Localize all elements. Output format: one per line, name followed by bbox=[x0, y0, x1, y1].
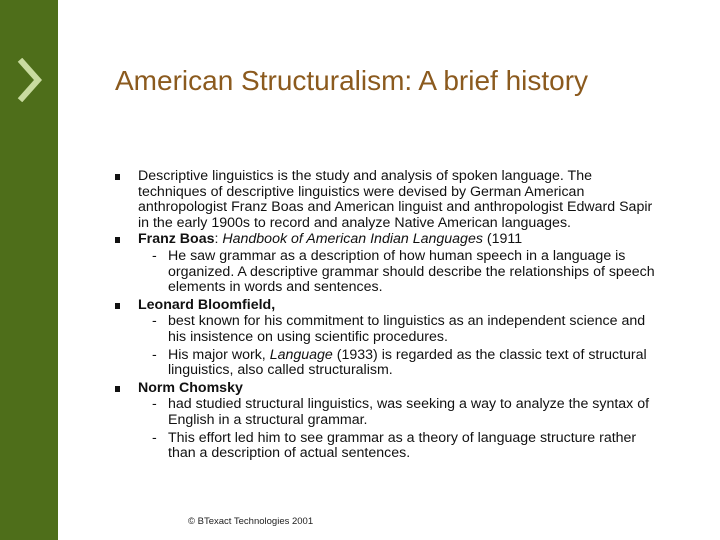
work-title: Language bbox=[269, 346, 333, 363]
slide-title: American Structuralism: A brief history bbox=[115, 65, 589, 96]
work-year: (1911 bbox=[482, 231, 523, 248]
bullet-leonard-bloomfield bbox=[112, 298, 657, 379]
bullet-text: Descriptive linguistics is the study and analysis of spoken language. The techniques of descriptive linguistics were devised by German American anthropologist Franz Boas and American linguist and anthropologist Edward Sapir in the early 1900s to record and analyze Native American languages. bbox=[138, 168, 653, 231]
sub-item: - best known for his commitment to linguistics as an independent science and his insistence on using scientific procedures. bbox=[138, 314, 657, 345]
sub-list bbox=[138, 249, 657, 296]
separator: : bbox=[214, 231, 223, 248]
bullet-franz-boas bbox=[112, 232, 657, 295]
person-name: Leonard Bloomfield, bbox=[138, 296, 276, 313]
work-title: Handbook of American Indian Languages bbox=[222, 231, 483, 248]
sub-text: (1933) is regarded as the classic text of structural linguistics, also called structuralism. bbox=[168, 346, 647, 379]
sub-item: - He saw grammar as a description of how human speech in a language is organized. A descriptive grammar should describe the relationships of speech elements in words and sentences. bbox=[138, 249, 657, 296]
sub-list bbox=[138, 314, 657, 378]
sub-text: His major work, bbox=[168, 346, 270, 363]
side-accent-bar bbox=[0, 0, 58, 540]
sub-item: - This effort led him to see grammar as a theory of language structure rather than a description of actual sentences. bbox=[138, 431, 657, 462]
chevron-right-icon bbox=[14, 58, 44, 102]
bullet-list bbox=[112, 169, 657, 462]
sub-item: - had studied structural linguistics, was seeking a way to analyze the syntax of English in a structural grammar. bbox=[138, 397, 657, 428]
sub-list bbox=[138, 397, 657, 461]
person-name: Norm Chomsky bbox=[138, 379, 243, 396]
sub-item bbox=[138, 348, 657, 379]
copyright-footer: © BTexact Technologies 2001 bbox=[188, 516, 314, 527]
slide-content bbox=[112, 169, 657, 464]
person-name: Franz Boas bbox=[138, 231, 215, 248]
bullet-descriptive-linguistics bbox=[112, 169, 657, 231]
bullet-norm-chomsky bbox=[112, 381, 657, 462]
